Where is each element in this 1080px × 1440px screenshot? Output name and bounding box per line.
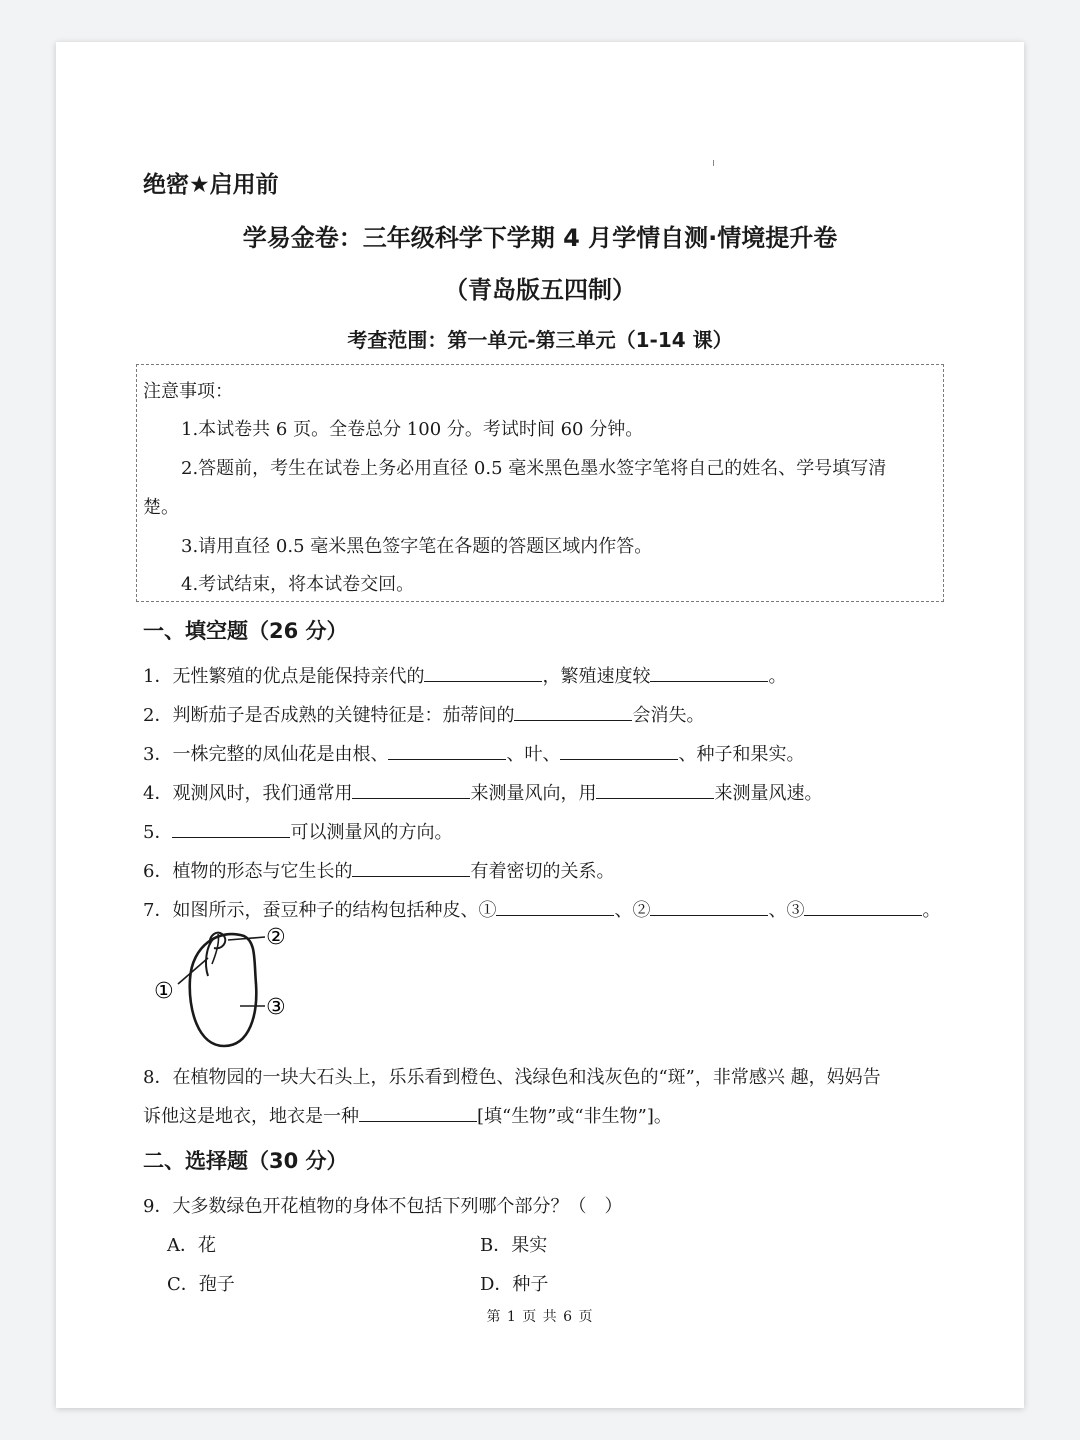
section-title: 二、选择题（30 分） [143, 1149, 348, 1173]
question-text: 。 [922, 900, 941, 921]
exam-edition: （青岛版五四制） [444, 276, 636, 304]
question-5 [143, 818, 452, 844]
question-3 [143, 740, 804, 766]
answer-blank[interactable] [650, 663, 768, 682]
confidential-mark: 绝密★启用前 [143, 172, 279, 198]
seed-coat-outline [190, 934, 257, 1046]
question-text: 、叶、 [506, 744, 561, 765]
question-text: 7．如图所示，蚕豆种子的结构包括种皮、① [143, 900, 497, 921]
answer-blank[interactable] [496, 897, 614, 916]
option-c[interactable]: C．孢子 [167, 1274, 235, 1295]
notice-box [136, 364, 944, 602]
question-text: [填“生物”或“非生物”]。 [477, 1106, 672, 1127]
answer-blank[interactable] [596, 780, 714, 799]
option-b[interactable]: B．果实 [480, 1235, 548, 1256]
question-6 [143, 857, 614, 883]
question-7 [143, 896, 940, 922]
question-1 [143, 662, 786, 688]
question-text: 8．在植物园的一块大石头上，乐乐看到橙色、浅绿色和浅灰色的“斑”，非常感兴 趣，妈妈告 [143, 1067, 881, 1088]
question-text: 6．植物的形态与它生长的 [143, 861, 353, 882]
answer-blank[interactable] [424, 663, 542, 682]
exam-title: 学易金卷：三年级科学下学期 4 月学情自测·情境提升卷 [242, 224, 838, 252]
section-title: 一、填空题（26 分） [143, 619, 348, 643]
question-text: 4．观测风时，我们通常用 [143, 783, 353, 804]
answer-blank[interactable] [650, 897, 768, 916]
question-8 [143, 1063, 881, 1089]
answer-blank[interactable] [388, 741, 506, 760]
label-3: ③ [266, 995, 286, 1020]
exam-scope: 考查范围：第一单元-第三单元（1-14 课） [347, 328, 733, 352]
question-text: 诉他这是地衣，地衣是一种 [143, 1106, 359, 1127]
question-text: 5． [143, 822, 173, 843]
label-1: ① [154, 979, 174, 1004]
question-text: 有着密切的关系。 [470, 861, 615, 882]
question-4 [143, 779, 822, 805]
question-text: 1．无性繁殖的优点是能保持亲代的 [143, 666, 425, 687]
question-text: 、种子和果实。 [678, 744, 805, 765]
question-2 [143, 701, 704, 727]
scan-mark [713, 160, 714, 166]
exam-page [56, 42, 1024, 1408]
notice-item: 楚。 [143, 497, 179, 518]
question-text: 3．一株完整的凤仙花是由根、 [143, 744, 389, 765]
broad-bean-seed-figure [148, 924, 298, 1054]
question-text: 来测量风速。 [714, 783, 823, 804]
answer-blank[interactable] [172, 819, 290, 838]
answer-blank[interactable] [560, 741, 678, 760]
notice-heading: 注意事项： [143, 381, 233, 402]
answer-blank[interactable] [804, 897, 922, 916]
question-text: 、② [614, 900, 651, 921]
question-9 [143, 1192, 622, 1218]
notice-item: 1.本试卷共 6 页。全卷总分 100 分。考试时间 60 分钟。 [181, 419, 644, 440]
option-a[interactable]: A．花 [167, 1235, 216, 1256]
question-text: 可以测量风的方向。 [290, 822, 453, 843]
question-text: 。 [768, 666, 787, 687]
notice-item: 2.答题前，考生在试卷上务必用直径 0.5 毫米黑色墨水签字笔将自己的姓名、学号填写清 [181, 458, 887, 479]
notice-item: 4.考试结束，将本试卷交回。 [181, 574, 415, 595]
page-number: 第 1 页 共 6 页 [486, 1309, 594, 1325]
answer-blank[interactable] [352, 858, 470, 877]
answer-blank[interactable] [514, 702, 632, 721]
question-text: 会消失。 [632, 705, 705, 726]
question-text: 、③ [768, 900, 805, 921]
question-text: 2．判断茄子是否成熟的关键特征是：茄蒂间的 [143, 705, 515, 726]
option-d[interactable]: D．种子 [480, 1274, 549, 1295]
notice-item: 3.请用直径 0.5 毫米黑色签字笔在各题的答题区域内作答。 [181, 536, 653, 557]
question-8-continued [143, 1102, 672, 1128]
question-text: 9．大多数绿色开花植物的身体不包括下列哪个部分？（ ） [143, 1196, 623, 1217]
question-text: 来测量风向，用 [470, 783, 597, 804]
answer-blank[interactable] [352, 780, 470, 799]
label-2: ② [266, 925, 286, 950]
answer-blank[interactable] [359, 1103, 477, 1122]
question-text: ，繁殖速度较 [542, 666, 651, 687]
